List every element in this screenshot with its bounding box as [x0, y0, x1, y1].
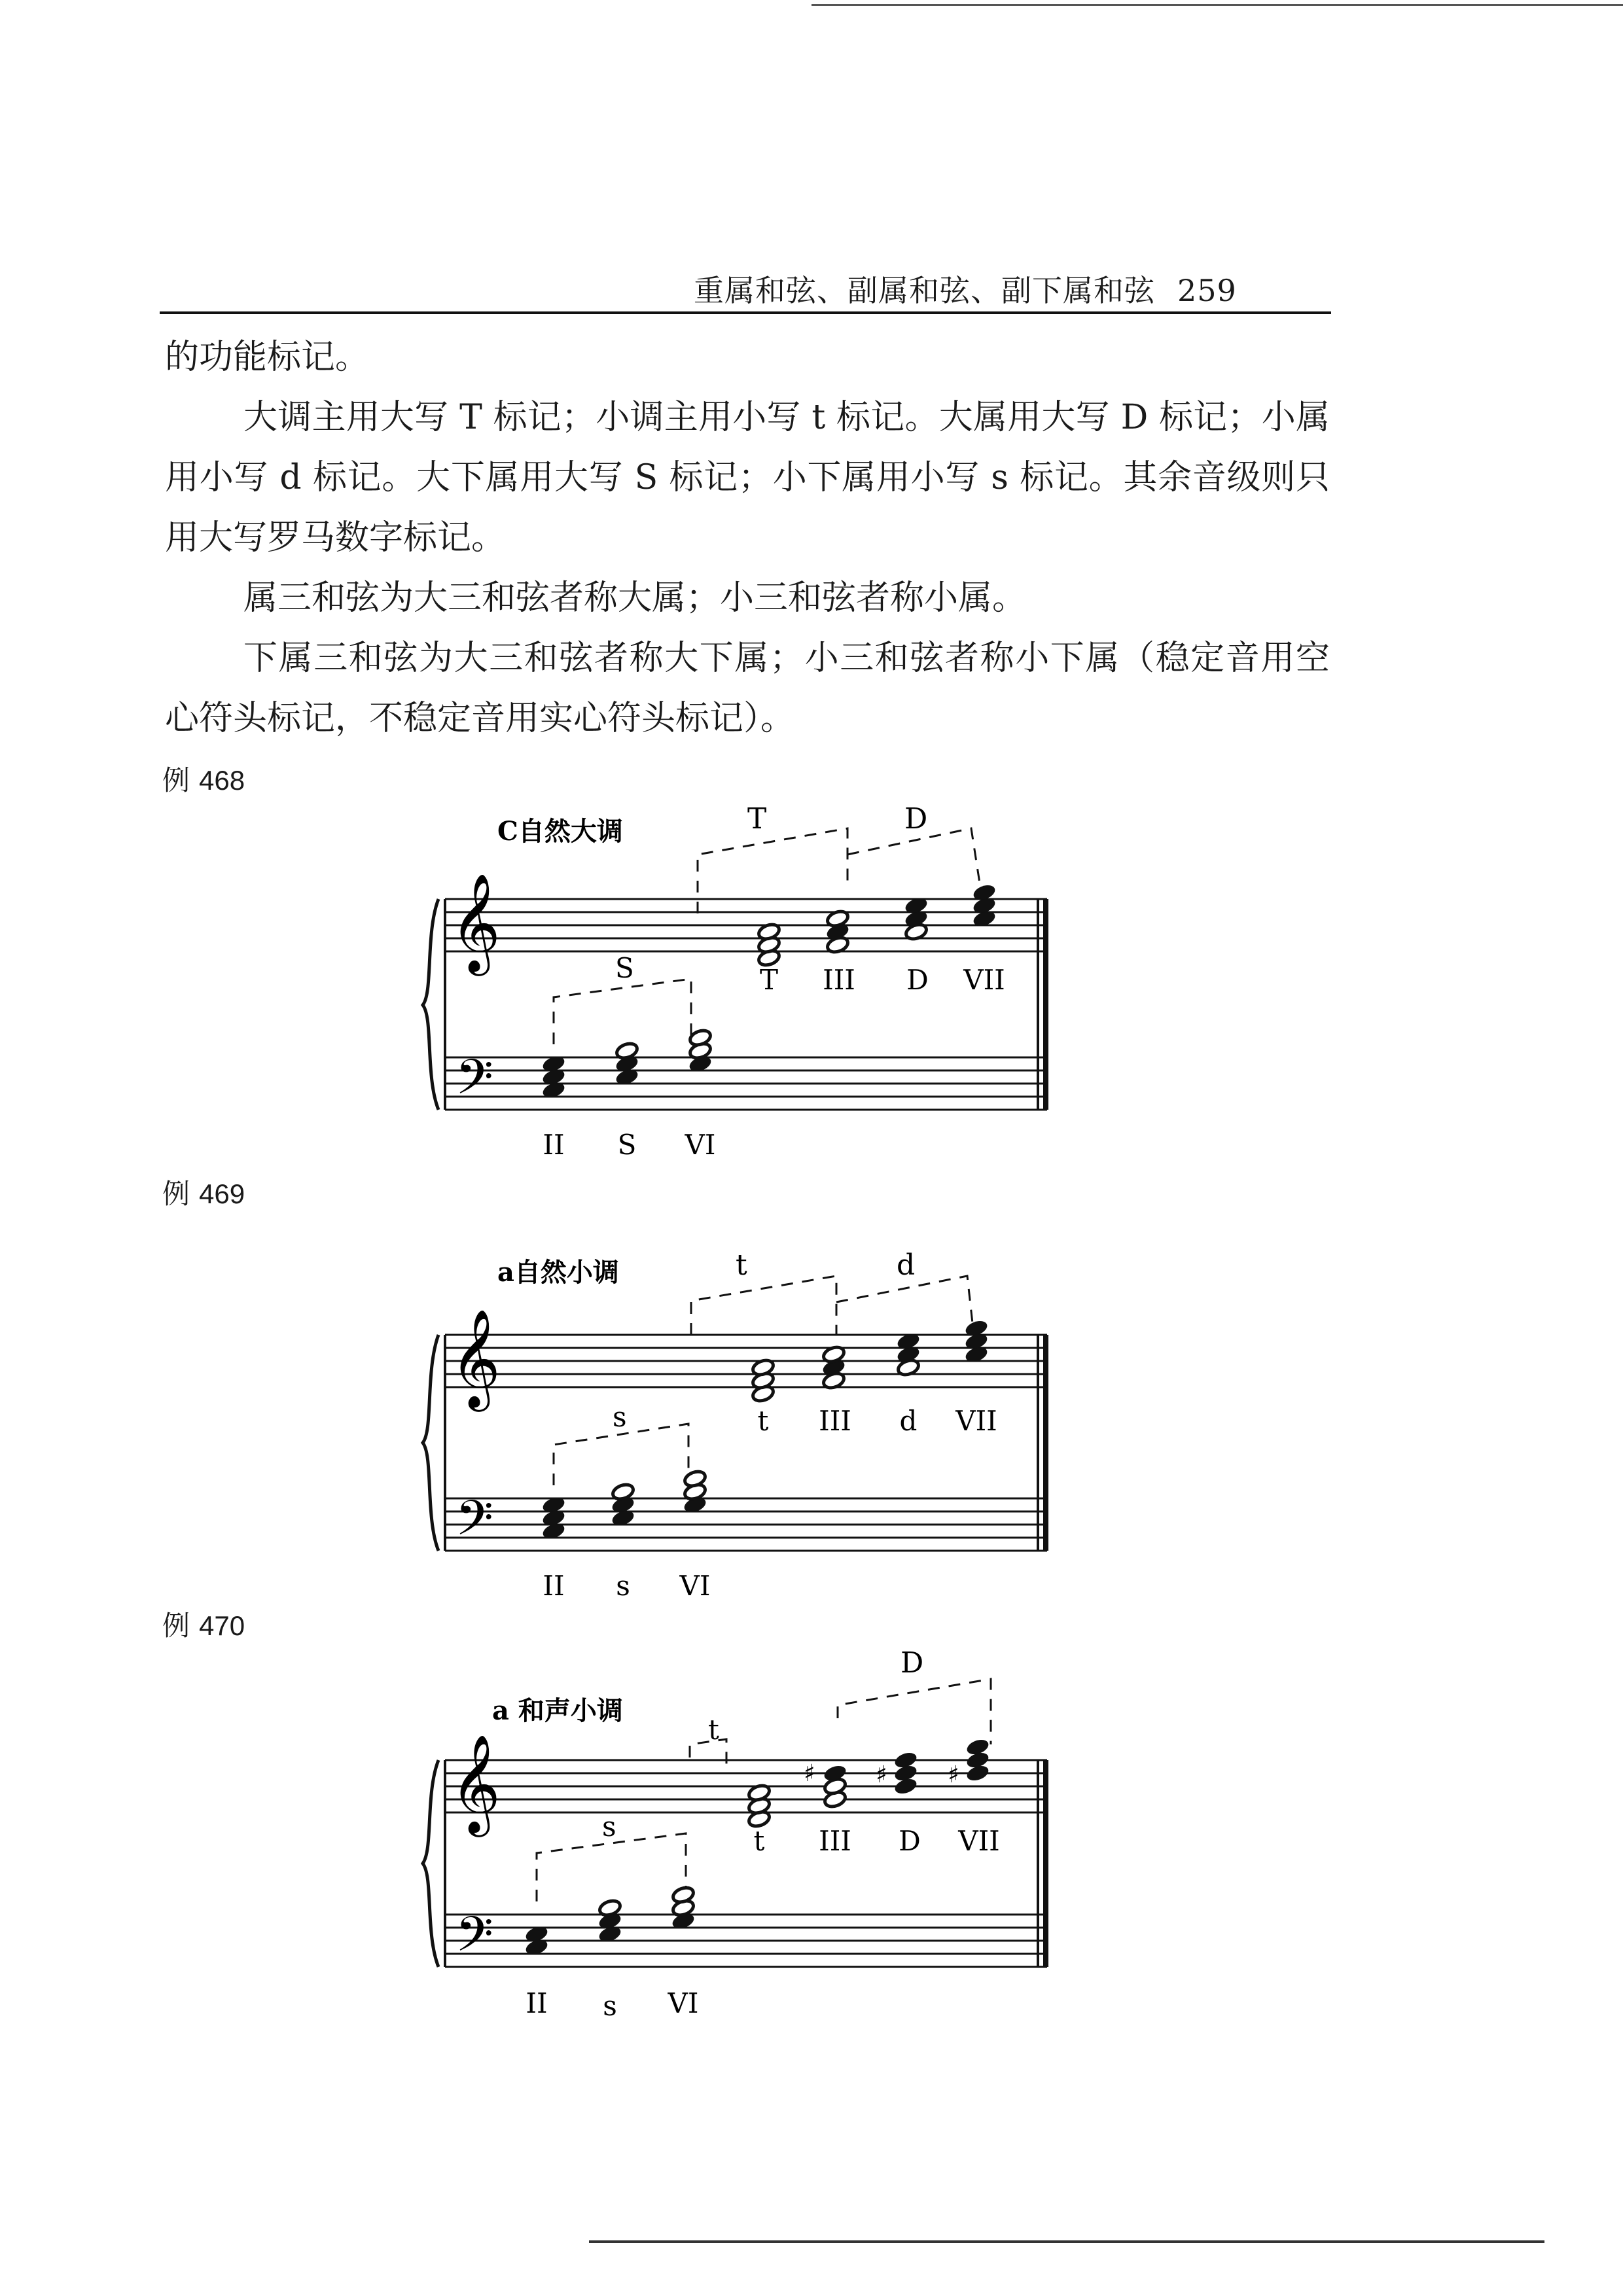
treble-staff — [445, 899, 1047, 951]
svg-text:T: T — [759, 964, 779, 996]
function-label-upper: T — [747, 802, 767, 836]
bass-staff — [445, 1498, 1047, 1551]
svg-text:II: II — [543, 1570, 565, 1602]
paragraph-4: 下属三和弦为大三和弦者称大下属；小三和弦者称小下属（稳定音用空心符头标记，不稳定音用实心符头标记）。 — [165, 639, 1330, 738]
bass-chords — [524, 1885, 696, 1957]
function-label-lower: s — [613, 1401, 627, 1433]
svg-text:II: II — [526, 1987, 548, 2019]
svg-text:t: t — [757, 1405, 769, 1437]
svg-text:d: d — [899, 1405, 918, 1437]
bass-staff — [445, 1057, 1047, 1110]
treble-degree-labels — [760, 964, 1005, 996]
page-number: 259 — [1177, 273, 1237, 308]
sharp-icon: ♯ — [876, 1761, 887, 1788]
svg-text:s: s — [603, 1990, 617, 2022]
system-barlines — [445, 899, 1046, 1110]
function-label-upper: t — [736, 1248, 747, 1282]
header-title: 重属和弦、副属和弦、副下属和弦 — [694, 273, 1155, 308]
music-example-470 — [393, 1633, 1086, 2026]
svg-text:VI: VI — [668, 1987, 699, 2019]
bass-chords — [541, 1469, 708, 1541]
header-rule — [160, 311, 1331, 314]
top-edge-line — [812, 4, 1623, 6]
svg-text:D: D — [906, 964, 929, 996]
svg-text:S: S — [617, 1129, 637, 1161]
key-title — [497, 816, 623, 847]
music-example-469 — [393, 1237, 1086, 1603]
treble-clef-icon: 𝄞 — [450, 1308, 501, 1407]
paragraph-2: 大调主用大写 T 标记；小调主用小写 t 标记。大属用大写 D 标记；小属用小写 d 标记。大下属用大写 S 标记；小下属用小写 s 标记。其余音级则只用大写罗马数字标记。 — [165, 398, 1330, 557]
bass-degree-labels — [526, 1987, 698, 2022]
svg-text:II: II — [543, 1129, 565, 1161]
svg-text:D: D — [899, 1825, 921, 1857]
brace — [423, 1335, 438, 1551]
paragraph-3: 属三和弦为大三和弦者称大属；小三和弦者称小属。 — [243, 578, 1027, 618]
svg-text:a 和声小调: a 和声小调 — [492, 1695, 623, 1726]
example-label-469: 例 469 — [162, 1178, 245, 1210]
bass-clef-icon: 𝄢 — [455, 1049, 493, 1118]
svg-text:VII: VII — [955, 1405, 997, 1437]
paragraph-1: 的功能标记。 — [165, 338, 370, 377]
music-example-468 — [393, 796, 1086, 1162]
treble-clef-icon: 𝄞 — [450, 872, 501, 972]
svg-text:VII: VII — [963, 964, 1005, 996]
svg-text:III: III — [819, 1405, 851, 1437]
svg-text:t: t — [753, 1825, 765, 1857]
sharp-icon: ♯ — [804, 1759, 815, 1787]
treble-degree-labels — [754, 1825, 1000, 1857]
svg-text:s: s — [616, 1570, 630, 1602]
svg-text:C自然大调: C自然大调 — [497, 816, 623, 847]
treble-clef-icon: 𝄞 — [450, 1733, 501, 1833]
function-label-lower: S — [615, 952, 634, 984]
bass-degree-labels — [543, 1129, 715, 1161]
function-label-lower: s — [602, 1810, 616, 1843]
brace — [423, 1760, 438, 1967]
key-title — [497, 1257, 619, 1288]
example-label-468: 例 468 — [162, 764, 245, 796]
brace — [423, 899, 438, 1110]
body-text — [165, 327, 1330, 749]
bass-chords — [541, 1028, 713, 1100]
bottom-edge-line — [589, 2240, 1544, 2243]
bass-clef-icon: 𝄢 — [455, 1906, 493, 1975]
function-label-right: D — [901, 1646, 924, 1680]
sharp-icon: ♯ — [948, 1761, 959, 1788]
svg-text:III: III — [823, 964, 855, 996]
svg-text:a自然小调: a自然小调 — [497, 1257, 619, 1288]
svg-text:VI: VI — [685, 1129, 716, 1161]
treble-staff — [445, 1335, 1047, 1387]
svg-text:VII: VII — [958, 1825, 1000, 1857]
treble-degree-labels — [758, 1405, 997, 1437]
example-label-470: 例 470 — [162, 1610, 245, 1642]
bass-degree-labels — [543, 1570, 710, 1602]
function-label-right: D — [904, 802, 928, 836]
key-title — [492, 1695, 623, 1726]
function-label-upper: t — [708, 1714, 719, 1746]
svg-text:III: III — [819, 1825, 851, 1857]
running-header — [694, 267, 1237, 310]
system-barlines — [445, 1335, 1046, 1551]
function-label-right: d — [897, 1248, 916, 1282]
bass-clef-icon: 𝄢 — [455, 1490, 493, 1559]
svg-text:VI: VI — [679, 1570, 711, 1602]
